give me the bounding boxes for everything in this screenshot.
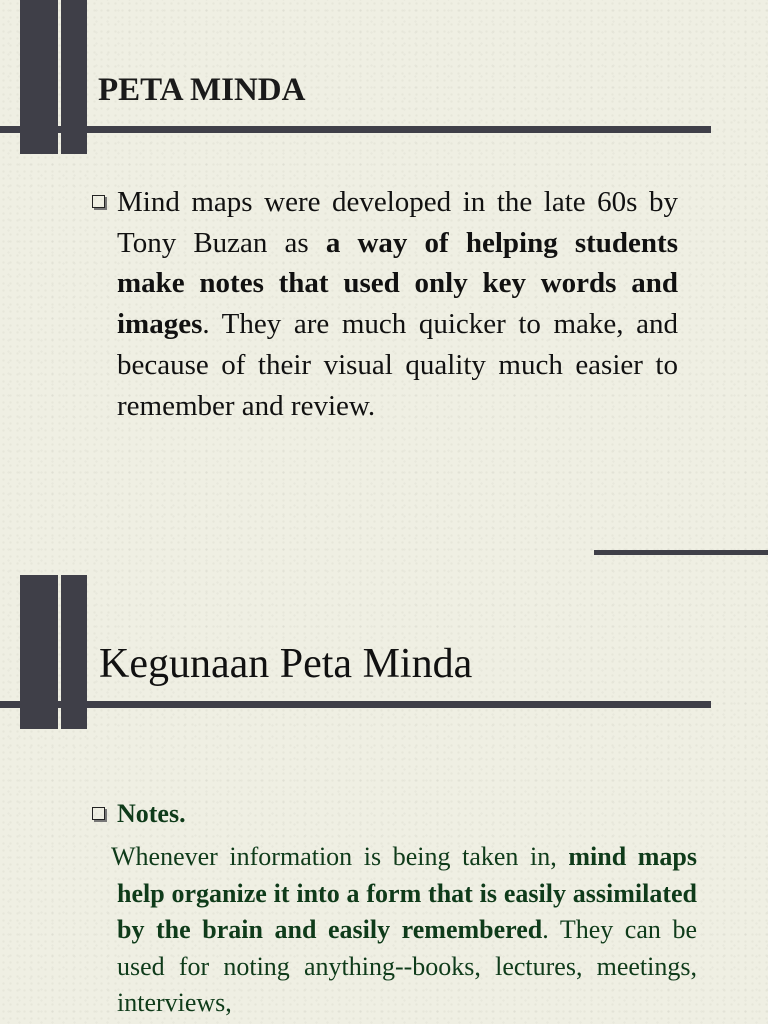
paragraph-text: . They can be used for noting anything--books, lectures, meetings, interviews, bbox=[117, 915, 697, 1018]
notes-heading-text: Notes. bbox=[117, 799, 186, 828]
paragraph-text: Whenever information is being taken in, bbox=[111, 842, 569, 871]
slide-title: Kegunaan Peta Minda bbox=[99, 641, 473, 687]
square-bullet-icon bbox=[92, 807, 105, 820]
paragraph-text: Mind maps were developed in the late 60s by Tony Buzan as bbox=[117, 186, 678, 259]
body-paragraph bbox=[117, 182, 678, 426]
paragraph-bold-text: a way of helping students make notes that used only key words and images bbox=[117, 226, 678, 341]
paragraph-text: . They are much quicker to make, and because of their visual quality much easier to remember and review. bbox=[117, 308, 678, 422]
title-underline-bar bbox=[0, 126, 711, 133]
paragraph-bold-text: mind maps help organize it into a form that is easily assimilated by the brain and easily remembered bbox=[117, 842, 698, 945]
body-paragraph bbox=[111, 839, 698, 1022]
square-bullet-icon bbox=[92, 195, 105, 208]
title-underline-bar bbox=[0, 701, 711, 708]
notes-heading bbox=[117, 799, 186, 829]
slide-separator-bar bbox=[594, 550, 768, 555]
slide-kegunaan-peta-minda bbox=[0, 575, 768, 1024]
slide-title: PETA MINDA bbox=[98, 72, 306, 108]
